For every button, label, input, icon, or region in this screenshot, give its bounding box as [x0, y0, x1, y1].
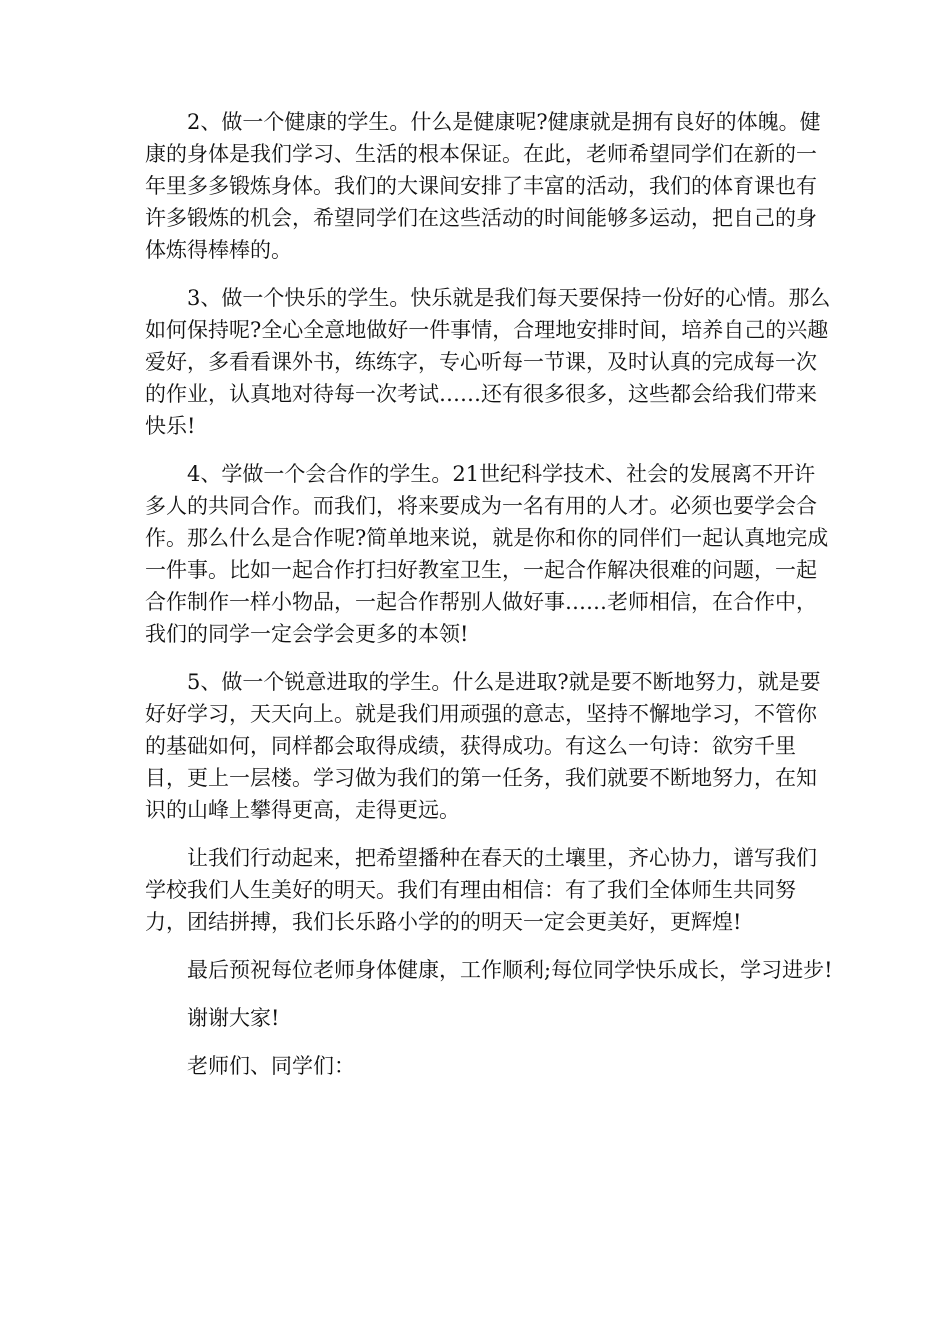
- paragraph-thanks: 谢谢大家!: [187, 1006, 280, 1030]
- paragraph-health: 2、做一个健康的学生。什么是健康呢?健康就是拥有良好的体魄。健康的身体是我们学习、生活的根本保证。在此，老师希望同学们在新的一年里多多锻炼身体。我们的大课间安排了丰富的活动，我们的体育课也有许多锻炼的机会，希望同学们在这些活动的时间能够多运动，把自己的身体炼得棒棒的。: [145, 110, 821, 262]
- paragraph-cooperate: 4、学做一个会合作的学生。21世纪科学技术、社会的发展离不开许多人的共同合作。而我们，将来要成为一名有用的人才。必须也要学会合作。那么什么是合作呢?简单地来说，就是你和你的同伴们一起认真地完成一件事。比如一起合作打扫好教室卫生，一起合作解决很难的问题，一起合作制作一样小物品，一起合作帮别人做好事……老师相信，在合作中，我们的同学一定会学会更多的本领!: [145, 462, 829, 646]
- paragraph-action: 让我们行动起来，把希望播种在春天的土壤里，齐心协力，谱写我们学校我们人生美好的明天。我们有理由相信：有了我们全体师生共同努力，团结拼搏，我们长乐路小学的的明天一定会更美好，更辉煌!: [145, 846, 817, 934]
- speech-body: [145, 106, 835, 1098]
- paragraph-happy: 3、做一个快乐的学生。快乐就是我们每天要保持一份好的心情。那么如何保持呢?全心全意地做好一件事情，合理地安排时间，培养自己的兴趣爱好，多看看课外书，练练字，专心听每一节课，及时认真的完成每一次的作业，认真地对待每一次考试……还有很多很多，这些都会给我们带来快乐!: [145, 286, 831, 438]
- paragraph-wishes: 最后预祝每位老师身体健康，工作顺利;每位同学快乐成长，学习进步!: [187, 958, 833, 982]
- paragraph-progress: 5、做一个锐意进取的学生。什么是进取?就是要不断地努力，就是要好好学习，天天向上。就是我们用顽强的意志，坚持不懈地学习，不管你的基础如何，同样都会取得成绩，获得成功。有这么一句诗：欲穷千里目，更上一层楼。学习做为我们的第一任务，我们就要不断地努力，在知识的山峰上攀得更高，走得更远。: [145, 670, 821, 822]
- paragraph-greeting: 老师们、同学们：: [187, 1054, 355, 1078]
